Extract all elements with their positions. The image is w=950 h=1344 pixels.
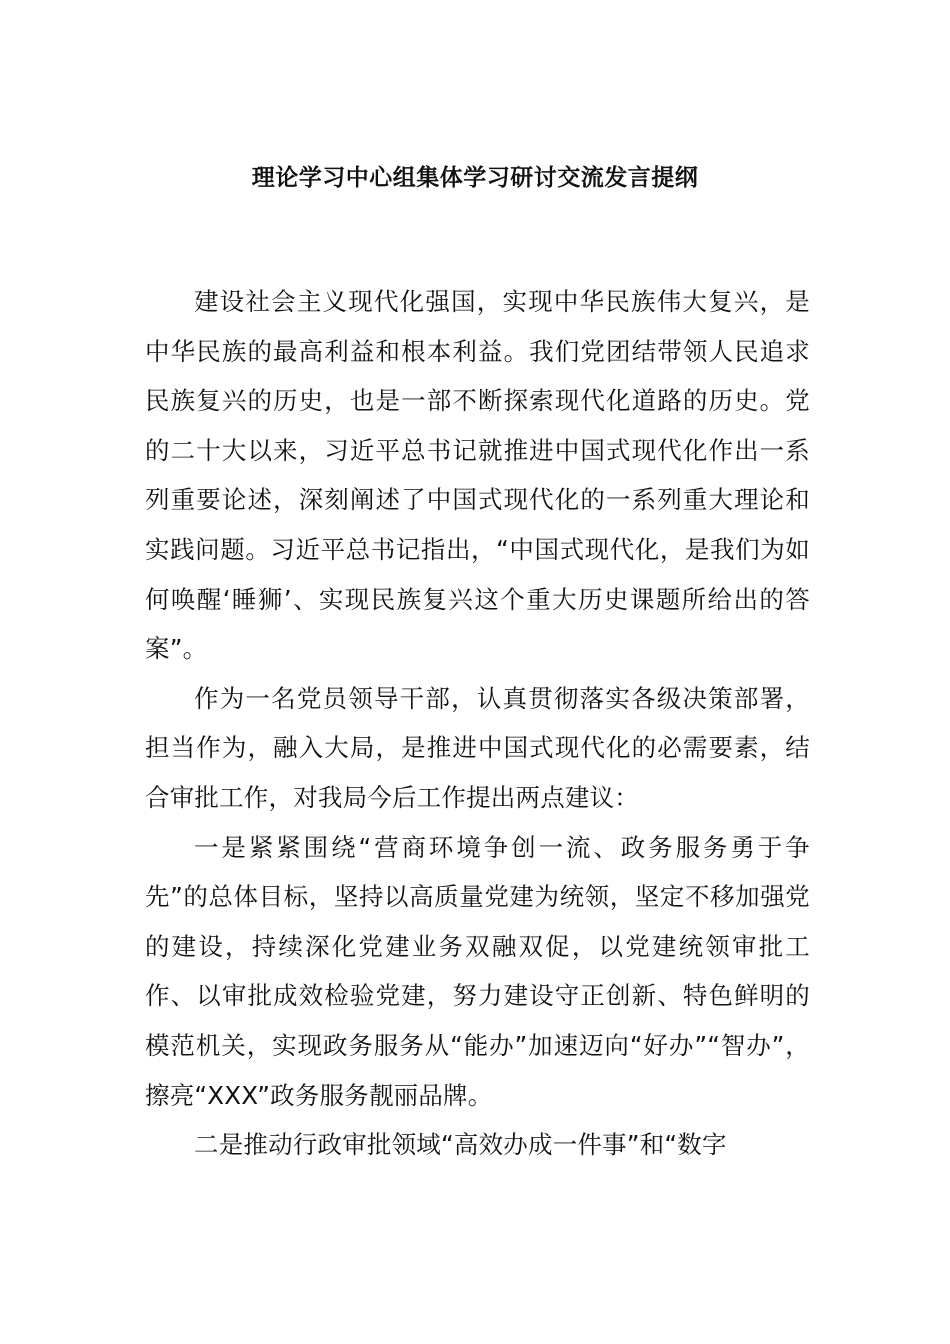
paragraph-role: 作为一名党员领导干部，认真贯彻落实各级决策部署，担当作为，融入大局，是推进中国式现代化的必需要素，结合审批工作，对我局今后工作提出两点建议：: [145, 683, 810, 812]
paragraph-suggestion-one: 一是紧紧围绕“营商环境争创一流、政务服务勇于争先”的总体目标，坚持以高质量党建为统领，坚定不移加强党的建设，持续深化党建业务双融双促，以党建统领审批工作、以审批成效检验党建，努力建设守正创新、特色鲜明的模范机关，实现政务服务从“能办”加速迈向“好办”“智办”，擦亮“XXX”政务服务靓丽品牌。: [145, 832, 810, 1110]
document-body: [145, 277, 810, 1170]
document-title: 理论学习中心组集体学习研讨交流发言提纲: [251, 165, 699, 191]
paragraph-intro: 建设社会主义现代化强国，实现中华民族伟大复兴，是中华民族的最高利益和根本利益。我们党团结带领人民追求民族复兴的历史，也是一部不断探索现代化道路的历史。党的二十大以来，习近平总书记就推进中国式现代化作出一系列重要论述，深刻阐述了中国式现代化的一系列重大理论和实践问题。习近平总书记指出，“中国式现代化，是我们为如何唤醒‘睡狮’、实现民族复兴这个重大历史课题所给出的答案”。: [145, 287, 810, 664]
paragraph-suggestion-two: 二是推动行政审批领域“高效办成一件事”和“数字: [194, 1130, 727, 1160]
